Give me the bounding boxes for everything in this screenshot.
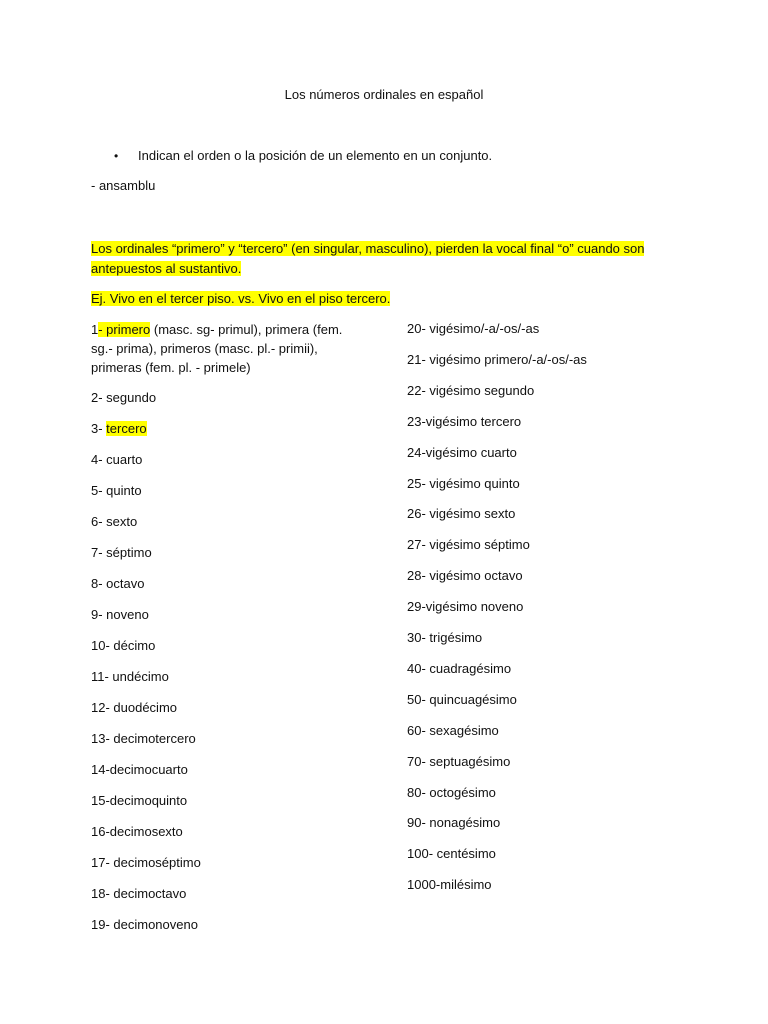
- first-prefix: 1: [91, 322, 99, 337]
- list-item: 80- octogésimo: [407, 785, 496, 800]
- list-item: 14-decimocuarto: [91, 762, 188, 777]
- list-item: 12- duodécimo: [91, 700, 177, 715]
- list-item: 24-vigésimo cuarto: [407, 445, 517, 460]
- list-item: 19- decimonoveno: [91, 917, 198, 932]
- list-item: 90- nonagésimo: [407, 815, 501, 830]
- list-item: 100- centésimo: [407, 846, 496, 861]
- list-item: 8- octavo: [91, 576, 145, 591]
- list-item-third: [91, 420, 147, 438]
- rule-text: Los ordinales “primero” y “tercero” (en singular, masculino), pierden la vocal final “o” cuando son antepuestos al sustantivo.: [91, 241, 645, 276]
- list-item: 25- vigésimo quinto: [407, 476, 520, 491]
- list-item: 27- vigésimo séptimo: [407, 537, 530, 552]
- list-item: 30- trigésimo: [407, 630, 483, 645]
- list-item: 7- séptimo: [91, 545, 152, 560]
- page-title: Los números ordinales en español: [284, 87, 484, 102]
- list-item: 9- noveno: [91, 607, 149, 622]
- list-item: 13- decimotercero: [91, 731, 196, 746]
- third-prefix: 3-: [91, 421, 107, 436]
- note-text: - ansamblu: [91, 178, 156, 193]
- list-item: 60- sexagésimo: [407, 723, 499, 738]
- list-item: 29-vigésimo noveno: [407, 599, 524, 614]
- example-paragraph: [91, 290, 390, 308]
- list-item: 26- vigésimo sexto: [407, 506, 516, 521]
- list-item: 18- decimoctavo: [91, 886, 187, 901]
- bullet-text: Indican el orden o la posición de un elemento en un conjunto.: [138, 148, 493, 163]
- list-item: 17- decimoséptimo: [91, 855, 201, 870]
- list-item: 6- sexto: [91, 514, 138, 529]
- list-item: 21- vigésimo primero/-a/-os/-as: [407, 352, 587, 367]
- bullet-item: [114, 147, 492, 165]
- list-item: 28- vigésimo octavo: [407, 568, 523, 583]
- first-rest: (masc. sg- primul), primera (fem. sg.- prima), primeros (masc. pl.- primii), primeras (fem. pl. - primele): [91, 322, 343, 375]
- list-item: 1000-milésimo: [407, 877, 492, 892]
- list-item: 23-vigésimo tercero: [407, 414, 522, 429]
- list-item: 20- vigésimo/-a/-os/-as: [407, 321, 540, 336]
- list-item: 50- quincuagésimo: [407, 692, 517, 707]
- list-item-second: 2- segundo: [91, 390, 157, 405]
- bullet-icon: •: [114, 149, 119, 163]
- list-item: 11- undécimo: [91, 669, 169, 684]
- third-highlight: tercero: [106, 421, 147, 436]
- list-item: 16-decimosexto: [91, 824, 183, 839]
- list-item: 10- décimo: [91, 638, 156, 653]
- list-item: 5- quinto: [91, 483, 142, 498]
- list-item-first: [91, 320, 361, 377]
- first-highlight: - primero: [98, 322, 151, 337]
- list-item: 22- vigésimo segundo: [407, 383, 535, 398]
- example-text: Ej. Vivo en el tercer piso. vs. Vivo en el piso tercero.: [91, 291, 391, 306]
- list-item: 70- septuagésimo: [407, 754, 511, 769]
- list-item: 40- cuadragésimo: [407, 661, 512, 676]
- list-item: 4- cuarto: [91, 452, 143, 467]
- rule-paragraph: [91, 239, 671, 279]
- list-item: 15-decimoquinto: [91, 793, 188, 808]
